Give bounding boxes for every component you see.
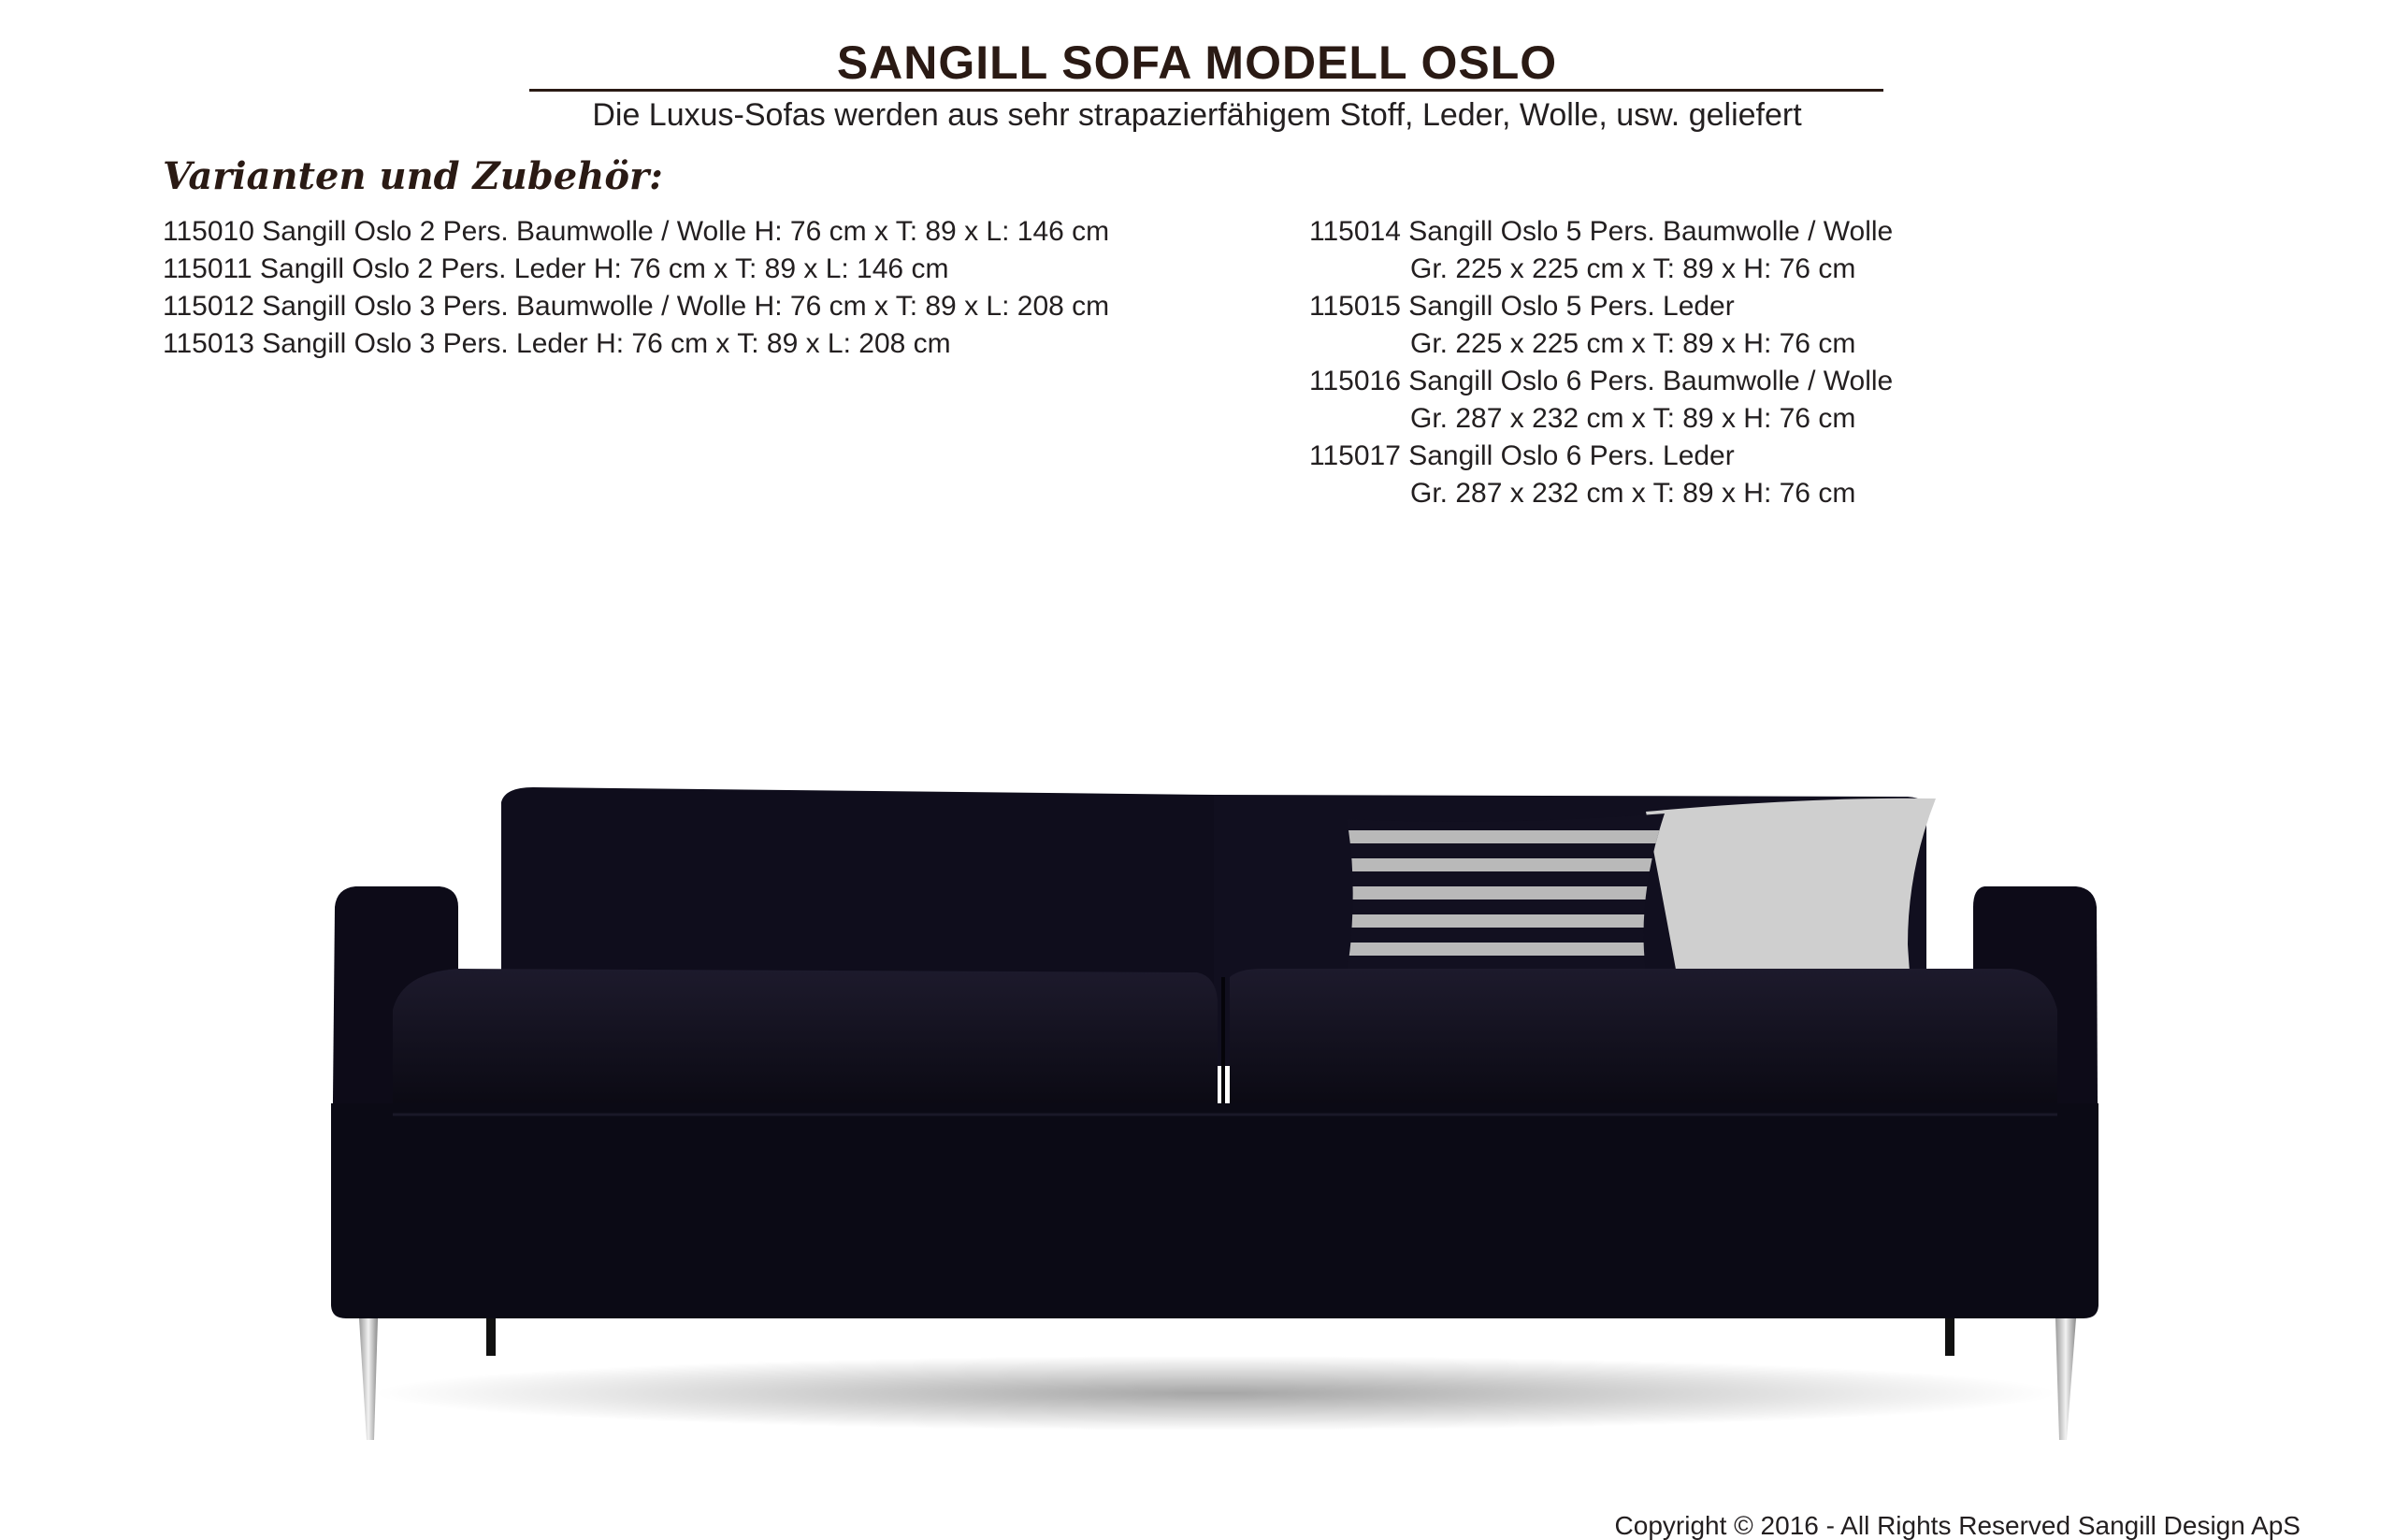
sofa-leg-left-back xyxy=(486,1318,496,1356)
list-item: 115010 Sangill Oslo 2 Pers. Baumwolle / Wolle H: 76 cm x T: 89 x L: 146 cm xyxy=(163,216,1110,247)
list-item-name: 115017 Sangill Oslo 6 Pers. Leder xyxy=(1309,440,1735,471)
seat-cushion-left xyxy=(393,969,1218,1113)
list-item: 115011 Sangill Oslo 2 Pers. Leder H: 76 cm x T: 89 x L: 146 cm xyxy=(163,253,949,284)
list-item-dims: Gr. 225 x 225 cm x T: 89 x H: 76 cm xyxy=(1410,253,1856,284)
page-title: SANGILL SOFA MODELL OSLO xyxy=(836,36,1558,89)
copyright-notice: Copyright © 2016 - All Rights Reserved Sangill Design ApS xyxy=(1614,1511,2300,1540)
list-item-name: 115016 Sangill Oslo 6 Pers. Baumwolle / Wolle xyxy=(1309,366,1894,396)
sofa-leg-right-front xyxy=(2055,1318,2076,1440)
sofa-base xyxy=(331,1103,2098,1318)
variants-heading: Varianten und Zubehör: xyxy=(163,154,663,198)
title-underline xyxy=(529,89,1883,92)
list-item-dims: Gr. 287 x 232 cm x T: 89 x H: 76 cm xyxy=(1410,403,1856,434)
list-item: 115012 Sangill Oslo 3 Pers. Baumwolle / Wolle H: 76 cm x T: 89 x L: 208 cm xyxy=(163,291,1110,322)
list-item-name: 115015 Sangill Oslo 5 Pers. Leder xyxy=(1309,291,1735,322)
list-item-dims: Gr. 225 x 225 cm x T: 89 x H: 76 cm xyxy=(1410,328,1856,359)
sofa-image xyxy=(318,785,2113,1440)
sofa-leg-right-back xyxy=(1945,1318,1954,1356)
variants-list-right xyxy=(1309,213,1893,512)
list-item-dims: Gr. 287 x 232 cm x T: 89 x H: 76 cm xyxy=(1410,478,1856,509)
variants-list-left xyxy=(163,213,1109,363)
list-item: 115013 Sangill Oslo 3 Pers. Leder H: 76 cm x T: 89 x L: 208 cm xyxy=(163,328,951,359)
seat-cushion-right xyxy=(1230,969,2057,1113)
list-item-name: 115014 Sangill Oslo 5 Pers. Baumwolle / Wolle xyxy=(1309,216,1894,247)
floor-shadow xyxy=(374,1356,2057,1431)
page-subtitle: Die Luxus-Sofas werden aus sehr strapazierfähigem Stoff, Leder, Wolle, usw. geliefert xyxy=(592,97,1802,133)
sofa-leg-left-front xyxy=(359,1318,378,1440)
